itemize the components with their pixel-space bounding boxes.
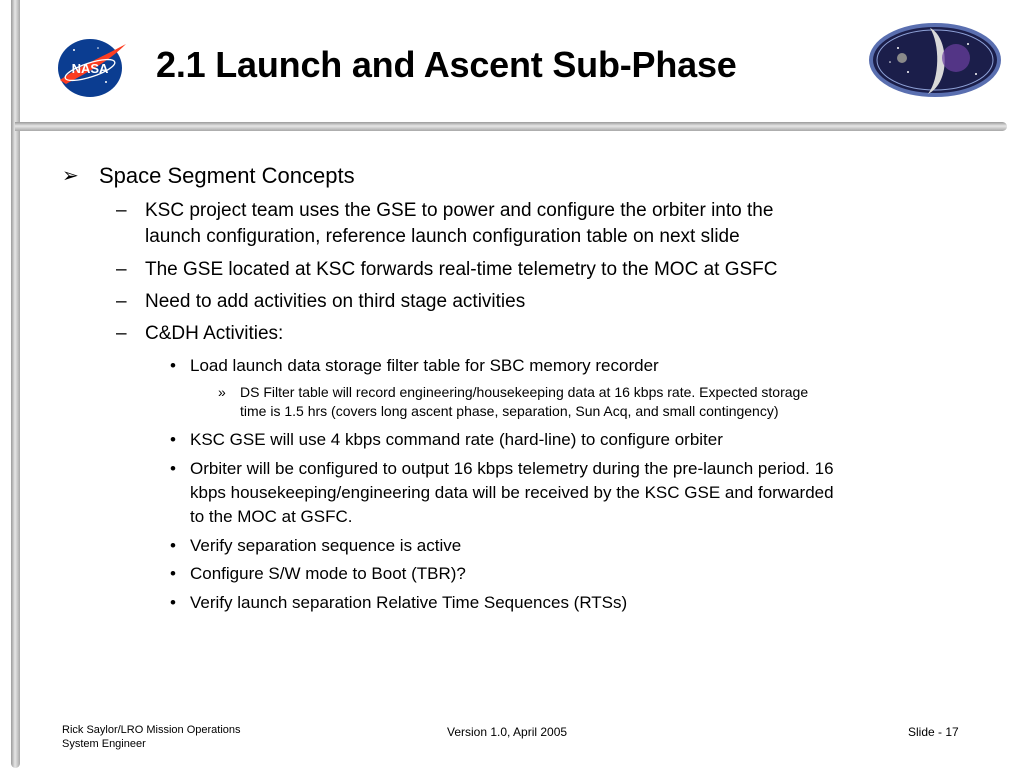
footer-author-line1: Rick Saylor/LRO Mission Operations (62, 724, 241, 736)
subitem-orbiter-telemetry-line1: Orbiter will be configured to output 16 kbps telemetry during the pre-launch period. 16 (190, 459, 834, 478)
detail-ds-filter-line2: time is 1.5 hrs (covers long ascent phase, separation, Sun Acq, and small contingency) (240, 403, 779, 419)
detail-ds-filter-line1: DS Filter table will record engineering/housekeeping data at 16 kbps rate. Expected storage (240, 384, 809, 400)
slide-title: 2.1 Launch and Ascent Sub-Phase (156, 44, 737, 85)
nasa-logo-text: NASA (71, 61, 109, 76)
subitem-orbiter-telemetry-line3: to the MOC at GSFC. (190, 507, 353, 526)
nasa-logo (54, 36, 128, 100)
footer-version: Version 1.0, April 2005 (447, 725, 568, 739)
item-ksc-project-team-line1: KSC project team uses the GSE to power and configure the orbiter into the (145, 200, 774, 221)
footer-slide-number: Slide - 17 (908, 725, 959, 739)
dot-bullet: • (170, 430, 176, 449)
footer-author-line2: System Engineer (62, 738, 146, 750)
dot-bullet: • (170, 536, 176, 555)
lro-mission-logo (868, 22, 1002, 98)
item-cdh-activities: C&DH Activities: (145, 323, 284, 344)
item-ksc-project-team-line2: launch configuration, reference launch configuration table on next slide (145, 226, 740, 247)
item-third-stage-activities: Need to add activities on third stage activities (145, 291, 526, 312)
dash-bullet: – (116, 259, 127, 280)
subitem-ksc-gse-command-rate: KSC GSE will use 4 kbps command rate (hard-line) to configure orbiter (190, 430, 723, 449)
chevron-bullet: » (218, 384, 226, 400)
dot-bullet: • (170, 593, 176, 612)
subitem-verify-rts: Verify launch separation Relative Time Sequences (RTSs) (190, 593, 628, 612)
dot-bullet: • (170, 356, 176, 375)
bullet-space-segment-concepts: Space Segment Concepts (99, 163, 355, 188)
item-gse-forwards-telemetry: The GSE located at KSC forwards real-time telemetry to the MOC at GSFC (145, 259, 778, 280)
dash-bullet: – (116, 323, 127, 344)
dot-bullet: • (170, 459, 176, 478)
subitem-verify-separation: Verify separation sequence is active (190, 536, 462, 555)
dot-bullet: • (170, 564, 176, 583)
dash-bullet: – (116, 291, 127, 312)
subitem-configure-sw-mode: Configure S/W mode to Boot (TBR)? (190, 564, 466, 583)
arrow-bullet-icon: ➢ (62, 163, 79, 187)
subitem-orbiter-telemetry-line2: kbps housekeeping/engineering data will be received by the KSC GSE and forwarded (190, 483, 834, 502)
subitem-load-filter-table: Load launch data storage filter table for SBC memory recorder (190, 356, 659, 375)
dash-bullet: – (116, 200, 127, 221)
left-rail-divider (11, 0, 20, 768)
title-underline-divider (15, 122, 1007, 131)
